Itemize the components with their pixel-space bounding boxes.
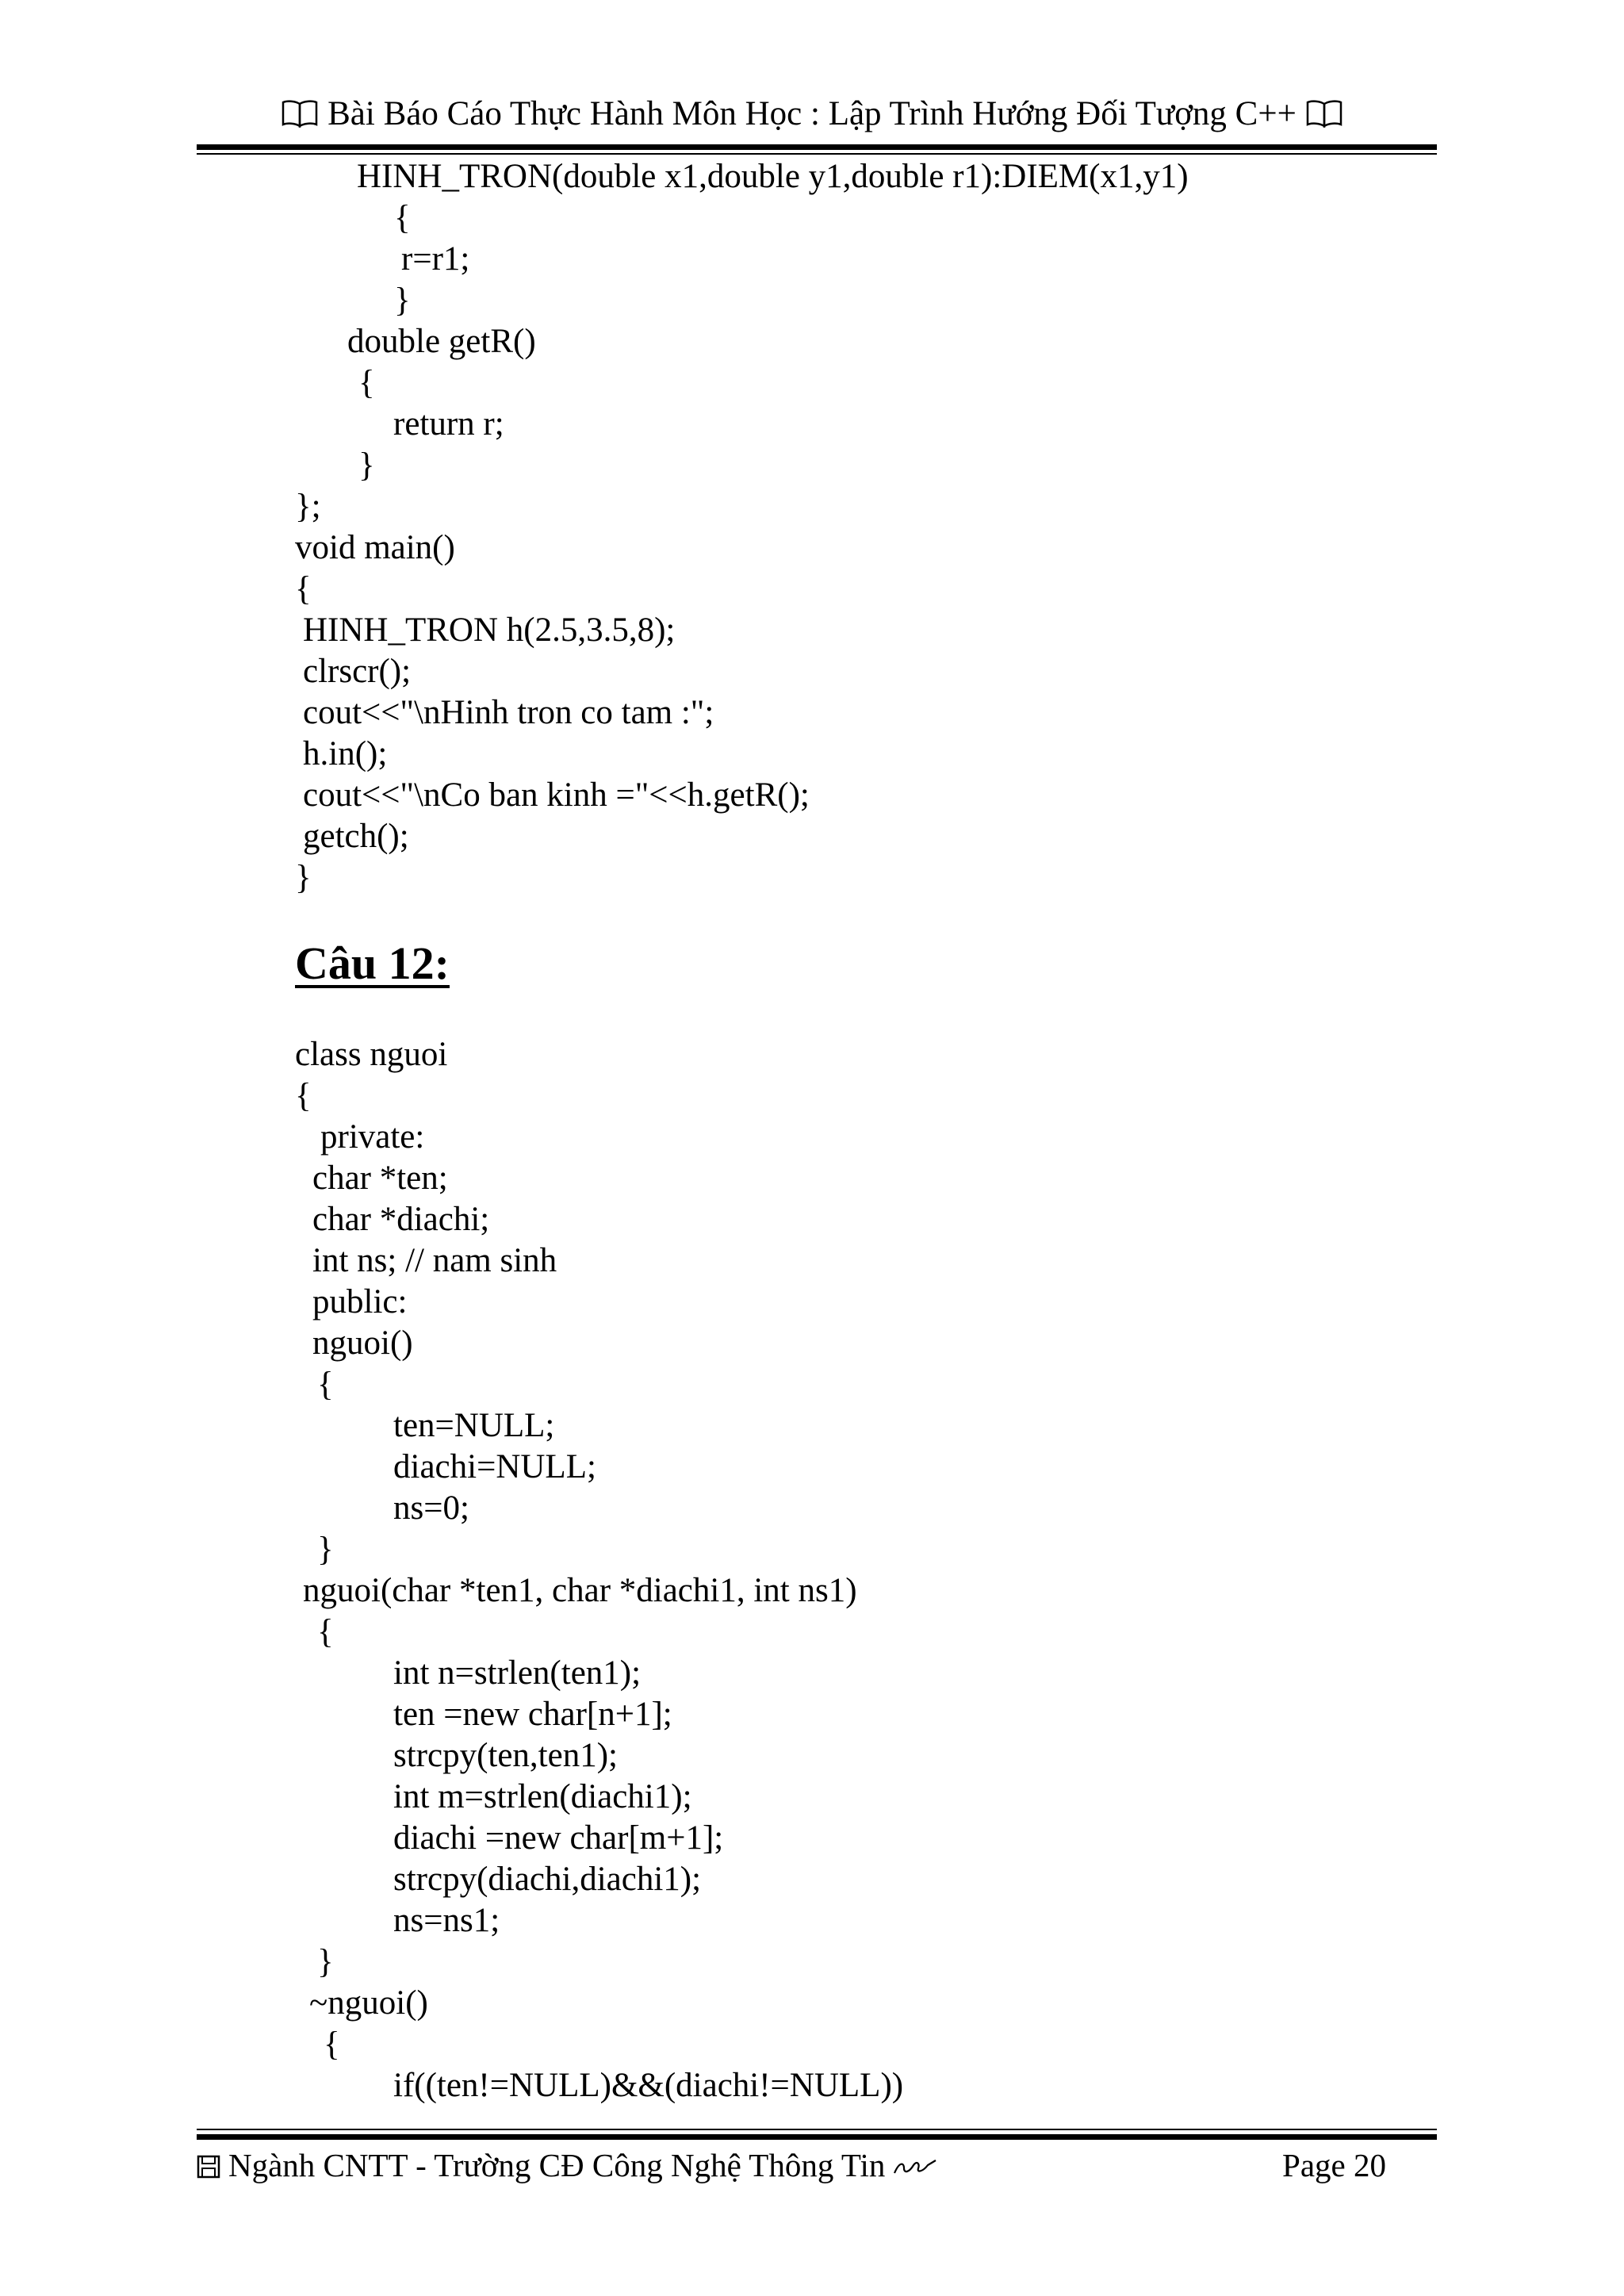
code-line: {: [358, 364, 375, 401]
code-line: h.in();: [303, 735, 388, 772]
code-line: char *ten;: [312, 1159, 448, 1197]
code-line: }: [317, 1943, 334, 1980]
code-line: ten=NULL;: [393, 1407, 555, 1444]
code-line: return r;: [393, 405, 504, 443]
code-line: {: [295, 1077, 312, 1114]
code-line: }: [317, 1531, 334, 1568]
code-line: int n=strlen(ten1);: [393, 1654, 642, 1692]
code-line: cout<<"\nHinh tron co tam :";: [303, 694, 714, 731]
code-line: strcpy(ten,ten1);: [393, 1737, 618, 1774]
code-line: strcpy(diachi,diachi1);: [393, 1861, 702, 1898]
footer-rule-thick: [197, 2134, 1437, 2140]
open-book-icon: [281, 99, 319, 128]
section-heading: Câu 12:: [295, 937, 450, 989]
code-line: };: [295, 488, 321, 525]
code-line: }: [295, 859, 312, 896]
code-line: {: [394, 199, 411, 236]
code-line: int m=strlen(diachi1);: [393, 1778, 692, 1815]
floppy-disk-icon: [197, 2155, 220, 2179]
pen-signature-icon: [893, 2157, 937, 2176]
header-rule-thin: [197, 153, 1437, 155]
code-line: {: [317, 1366, 334, 1403]
code-line: {: [317, 1613, 334, 1650]
code-line: r=r1;: [401, 240, 470, 278]
footer-label: Ngành CNTT - Trường CĐ Công Nghệ Thông Tin: [228, 2147, 886, 2183]
page-header: [0, 94, 1624, 135]
code-line: HINH_TRON(double x1,double y1,double r1):DIEM(x1,y1): [357, 158, 1189, 195]
code-line: nguoi(): [312, 1324, 413, 1362]
code-line: ~nguoi(): [309, 1984, 428, 2022]
code-line: cout<<"\nCo ban kinh ="<<h.getR();: [303, 776, 810, 814]
header-title: Bài Báo Cáo Thực Hành Môn Học : Lập Trình Hướng Đối Tượng C++: [327, 95, 1297, 132]
code-line: ns=ns1;: [393, 1902, 500, 1939]
code-line: private:: [320, 1118, 425, 1156]
open-book-icon: [1305, 99, 1343, 128]
page-number: Page 20: [1282, 2147, 1386, 2183]
code-line: void main(): [295, 529, 455, 566]
code-line: getch();: [303, 818, 409, 855]
code-line: if((ten!=NULL)&&(diachi!=NULL)): [393, 2067, 904, 2104]
footer-text: [197, 2145, 937, 2185]
code-line: ns=0;: [393, 1489, 469, 1527]
code-line: class nguoi: [295, 1036, 448, 1073]
code-line: public:: [312, 1283, 408, 1320]
code-line: clrscr();: [303, 653, 412, 690]
code-line: diachi =new char[m+1];: [393, 1819, 724, 1857]
code-line: int ns; // nam sinh: [312, 1242, 557, 1279]
code-line: diachi=NULL;: [393, 1448, 596, 1485]
code-line: {: [295, 570, 312, 608]
code-line: double getR(): [347, 323, 536, 360]
code-line: char *diachi;: [312, 1201, 490, 1238]
code-line: }: [394, 282, 411, 319]
code-line: nguoi(char *ten1, char *diachi1, int ns1): [303, 1572, 857, 1609]
code-line: {: [324, 2026, 340, 2063]
code-line: }: [358, 447, 375, 484]
code-line: HINH_TRON h(2.5,3.5,8);: [303, 611, 676, 649]
footer-rule-thin: [197, 2129, 1437, 2130]
header-rule-thick: [197, 144, 1437, 150]
code-line: ten =new char[n+1];: [393, 1696, 672, 1733]
